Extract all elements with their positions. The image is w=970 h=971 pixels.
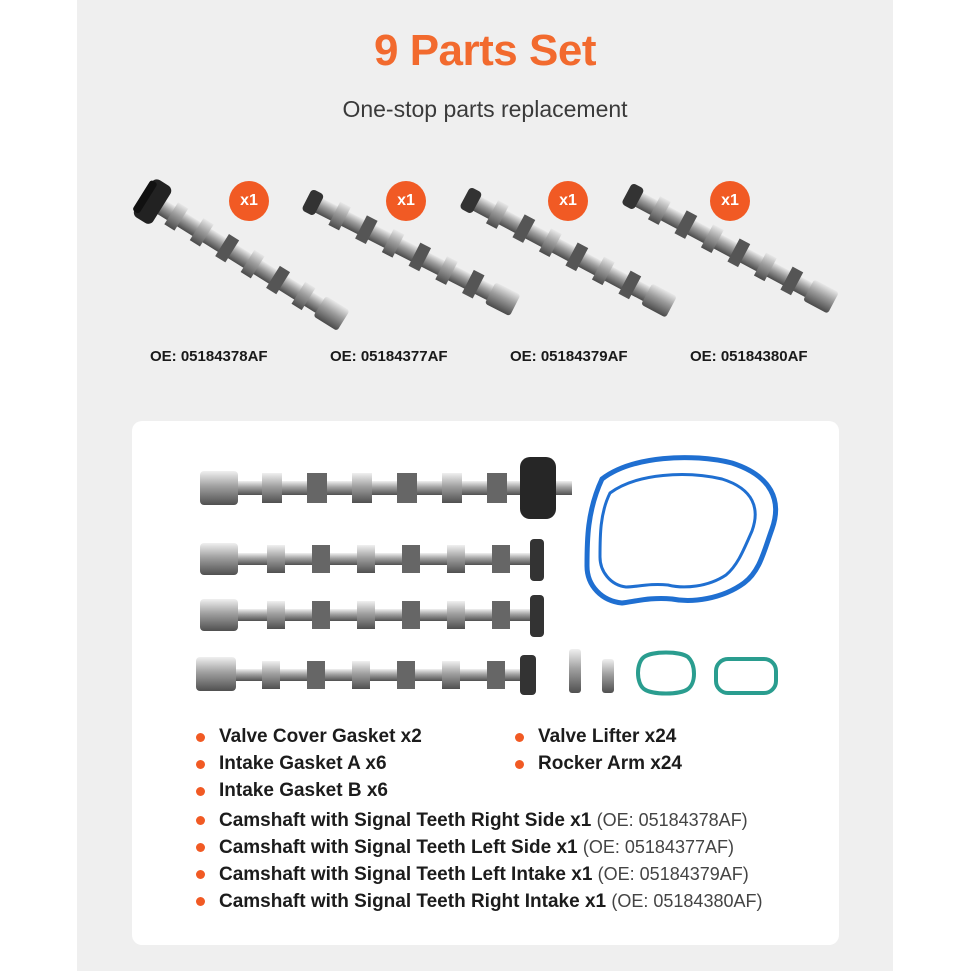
quantity-badge: x1 (548, 181, 588, 221)
list-item (219, 725, 422, 749)
list-item-oe-note: (OE: 05184377AF) (582, 837, 734, 857)
list-item (219, 752, 387, 776)
page-subtitle: One-stop parts replacement (342, 96, 628, 122)
oe-number-label: OE: 05184380AF (690, 348, 808, 365)
bullet-dot-icon (515, 733, 524, 742)
top-camshaft-illustrations (0, 0, 970, 420)
kit-contents-card (132, 421, 839, 945)
list-item-label: Valve Lifter x24 (538, 726, 677, 747)
oe-number-label: OE: 05184377AF (330, 348, 448, 365)
page-title: 9 Parts Set (374, 26, 596, 75)
bullet-dot-icon (196, 870, 205, 879)
list-item (219, 779, 388, 803)
list-item-label: Camshaft with Signal Teeth Right Intake x1 (219, 891, 607, 912)
bullet-dot-icon (196, 816, 205, 825)
list-item (219, 835, 734, 860)
list-item-oe-note: (OE: 05184378AF) (596, 810, 748, 830)
list-item-label: Intake Gasket A x6 (219, 753, 387, 774)
oe-number-label: OE: 05184378AF (150, 348, 268, 365)
list-item-label: Valve Cover Gasket x2 (219, 726, 422, 747)
bullet-dot-icon (196, 897, 205, 906)
list-item-label: Camshaft with Signal Teeth Right Side x1 (219, 810, 592, 831)
list-item (219, 862, 749, 887)
bullet-dot-icon (196, 733, 205, 742)
bullet-dot-icon (196, 760, 205, 769)
top-camshaft-row (0, 0, 970, 420)
parts-list (132, 421, 839, 945)
list-item (219, 889, 762, 914)
list-item-oe-note: (OE: 05184379AF) (597, 864, 749, 884)
list-item-oe-note: (OE: 05184380AF) (611, 891, 763, 911)
oe-number-label: OE: 05184379AF (510, 348, 628, 365)
list-item-label: Rocker Arm x24 (538, 753, 682, 774)
bullet-dot-icon (196, 843, 205, 852)
list-item (219, 808, 748, 833)
quantity-badge: x1 (229, 181, 269, 221)
list-item-label: Camshaft with Signal Teeth Left Intake x1 (219, 864, 593, 885)
quantity-badge: x1 (710, 181, 750, 221)
quantity-badge: x1 (386, 181, 426, 221)
list-item (538, 752, 682, 776)
list-item-label: Intake Gasket B x6 (219, 780, 388, 801)
bullet-dot-icon (196, 787, 205, 796)
list-item-label: Camshaft with Signal Teeth Left Side x1 (219, 837, 578, 858)
bullet-dot-icon (515, 760, 524, 769)
list-item (538, 725, 676, 749)
